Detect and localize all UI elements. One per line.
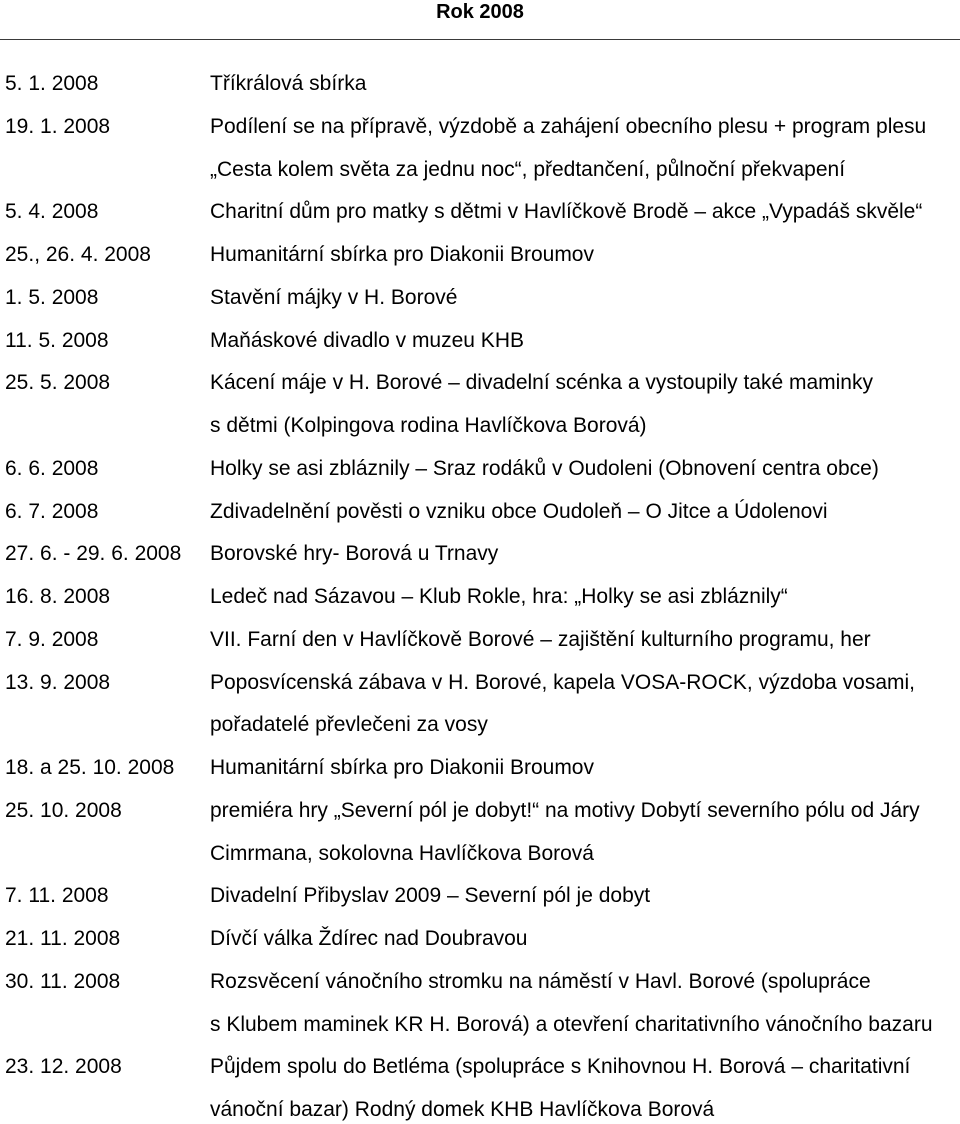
event-description-line: Půjdem spolu do Betléma (spolupráce s Knihovnou H. Borová – charitativní <box>210 1055 911 1079</box>
event-row <box>0 242 960 268</box>
event-row <box>0 71 960 97</box>
event-description-line: Divadelní Přibyslav 2009 – Severní pól je dobyt <box>210 884 651 908</box>
event-description-line: Dívčí válka Ždírec nad Doubravou <box>210 927 528 950</box>
event-description <box>210 969 960 1038</box>
page-title: Rok 2008 <box>436 1 524 23</box>
event-date: 5. 4. 2008 <box>5 200 99 224</box>
event-date: 7. 9. 2008 <box>5 627 99 651</box>
event-description-line: Maňáskové divadlo v muzeu KHB <box>210 328 524 352</box>
event-description-line: Humanitární sbírka pro Diakonii Broumov <box>210 243 594 266</box>
event-row <box>0 114 960 183</box>
event-description <box>210 755 960 781</box>
event-description <box>210 883 960 909</box>
event-description <box>210 199 960 225</box>
event-row <box>0 499 960 525</box>
event-description <box>210 541 960 567</box>
event-description-line: Ledeč nad Sázavou – Klub Rokle, hra: „Holky se asi zbláznily“ <box>210 585 788 608</box>
event-description-line: pořadatelé převlečeni za vosy <box>210 713 488 737</box>
event-description <box>210 328 960 354</box>
event-row <box>0 370 960 439</box>
event-date: 11. 5. 2008 <box>5 328 109 352</box>
event-row <box>0 541 960 567</box>
event-description-line: Humanitární sbírka pro Diakonii Broumov <box>210 756 594 779</box>
event-row <box>0 755 960 781</box>
event-description-line: Charitní dům pro matky s dětmi v Havlíčkově Brodě – akce „Vypadáš skvěle“ <box>210 200 923 224</box>
event-date: 7. 11. 2008 <box>5 884 109 908</box>
event-row <box>0 328 960 354</box>
event-row <box>0 584 960 610</box>
event-description <box>210 370 960 439</box>
title-divider <box>0 39 960 40</box>
event-row <box>0 798 960 867</box>
event-date: 19. 1. 2008 <box>5 114 111 138</box>
event-date: 5. 1. 2008 <box>5 72 99 95</box>
event-date: 1. 5. 2008 <box>5 285 99 309</box>
event-row <box>0 199 960 225</box>
event-row <box>0 285 960 311</box>
event-list <box>0 71 960 1123</box>
event-description-line: VII. Farní den v Havlíčkově Borové – zajištění kulturního programu, her <box>210 627 871 651</box>
event-row <box>0 926 960 952</box>
event-description <box>210 114 960 183</box>
event-date: 30. 11. 2008 <box>5 969 121 993</box>
event-description-line: Rozsvěcení vánočního stromku na náměstí v Havl. Borové (spolupráce <box>210 969 871 993</box>
event-description <box>210 926 960 952</box>
event-date: 16. 8. 2008 <box>5 585 111 608</box>
event-description-line: Podílení se na přípravě, výzdobě a zahájení obecního plesu + program plesu <box>210 114 927 138</box>
event-description-line: premiéra hry „Severní pól je dobyt!“ na motivy Dobytí severního pólu od Járy <box>210 798 920 822</box>
event-date: 25. 10. 2008 <box>5 798 122 822</box>
event-date: 6. 6. 2008 <box>5 456 99 480</box>
event-description-line: Cimrmana, sokolovna Havlíčkova Borová <box>210 841 594 865</box>
event-date: 25. 5. 2008 <box>5 371 111 395</box>
event-row <box>0 670 960 739</box>
event-description <box>210 670 960 739</box>
event-description-line: Holky se asi zbláznily – Sraz rodáků v Oudoleni (Obnovení centra obce) <box>210 456 879 480</box>
event-date: 27. 6. - 29. 6. 2008 <box>5 542 182 566</box>
event-description-line: Borovské hry- Borová u Trnavy <box>210 542 499 566</box>
event-date: 6. 7. 2008 <box>5 499 99 523</box>
event-description-line: „Cesta kolem světa za jednu noc“, předtančení, půlnoční překvapení <box>210 157 846 181</box>
event-description-line: Kácení máje v H. Borové – divadelní scénka a vystoupily také maminky <box>210 371 873 395</box>
event-description-line: Tříkrálová sbírka <box>210 72 367 95</box>
event-row <box>0 969 960 1038</box>
event-description-line: Poposvícenská zábava v H. Borové, kapela VOSA-ROCK, výzdoba vosami, <box>210 670 915 694</box>
event-row <box>0 1054 960 1123</box>
event-row <box>0 456 960 482</box>
event-date: 18. a 25. 10. 2008 <box>5 756 175 779</box>
event-description <box>210 499 960 525</box>
event-description <box>210 798 960 867</box>
event-description <box>210 456 960 482</box>
event-date: 21. 11. 2008 <box>5 927 121 950</box>
event-description-line: s dětmi (Kolpingova rodina Havlíčkova Borová) <box>210 414 647 437</box>
event-description-line: vánoční bazar) Rodný domek KHB Havlíčkova Borová <box>210 1098 715 1121</box>
event-description <box>210 285 960 311</box>
event-description <box>210 1054 960 1123</box>
event-row <box>0 627 960 653</box>
event-description <box>210 627 960 653</box>
event-description-line: Stavění májky v H. Borové <box>210 285 458 309</box>
event-date: 23. 12. 2008 <box>5 1055 122 1079</box>
event-date: 13. 9. 2008 <box>5 670 111 694</box>
event-row <box>0 883 960 909</box>
event-description-line: Zdivadelnění pověsti o vzniku obce Oudoleň – O Jitce a Údolenovi <box>210 499 828 523</box>
event-description <box>210 584 960 610</box>
event-description-line: s Klubem maminek KR H. Borová) a otevření charitativního vánočního bazaru <box>210 1012 933 1036</box>
event-description <box>210 242 960 268</box>
event-description <box>210 71 960 97</box>
event-date: 25., 26. 4. 2008 <box>5 243 151 266</box>
